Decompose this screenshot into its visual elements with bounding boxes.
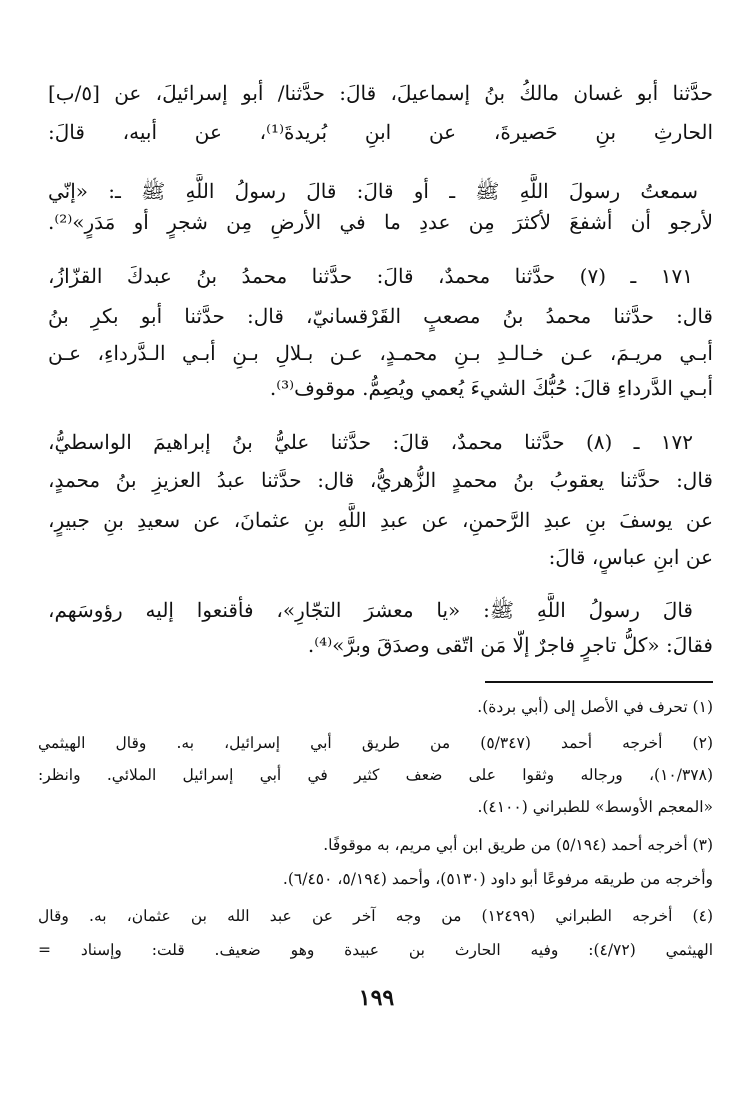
body-line: فقالَ: «كلُّ تاجرٍ فاجرٌ إلّا مَن اتّقى وصدَقَ وبرَّ»⁽⁴⁾. [307,633,713,657]
body-line: عن ابنِ عباسٍ، قالَ: [548,545,713,569]
body-line: ١٧٢ ـ (٨) حدَّثنا محمدٌ، قالَ: حدَّثنا عليُّ بنُ إبراهيمَ الواسطيُّ، [48,430,693,454]
body-line: لأرجو أن أشفعَ لأكثرَ مِن عددِ ما في الأرضِ مِن شجرٍ أو مَدَرٍ»⁽²⁾. [48,210,713,234]
body-line: حدَّثنا أبو غسان مالكُ بنُ إسماعيلَ، قالَ: حدَّثنا/ أبو إسرائيلَ، عن [٥/ب] [48,81,713,105]
footnote-separator [485,681,713,683]
footnote-line: (٣) أخرجه أحمد (٥/١٩٤) من طريق ابن أبي مريم، به موقوفًا. [323,836,713,854]
body-line: الحارثِ بنِ حَصيرةَ، عن ابنِ بُريدةَ⁽¹⁾، عن أبيه، قالَ: [48,120,713,144]
footnote-line: (١) تحرف في الأصل إلى (أبي بردة). [477,698,713,716]
page-number: ١٩٩ [358,985,395,1011]
body-line: أبـي الدَّرداءِ قالَ: حُبُّكَ الشيءَ يُعمي ويُصِمُّ. موقوف⁽³⁾. [269,376,713,400]
body-line: ١٧١ ـ (٧) حدَّثنا محمدٌ، قالَ: حدَّثنا محمدُ بنُ عبدكَ القزّازُ، [48,264,693,288]
footnote-line: وأخرجه من طريقه مرفوعًا أبو داود (٥١٣٠)، وأحمد (٥/١٩٤، ٦/٤٥٠). [282,870,713,888]
footnote-line: (٢) أخرجه أحمد (٥/٣٤٧) من طريق أبي إسرائيل، به. وقال الهيثمي [38,734,713,752]
footnote-line: (١٠/٣٧٨)، ورجاله وثقوا على ضعف كثير في أبي إسرائيل الملائي. وانظر: [38,766,713,784]
footnote-line: (٤) أخرجه الطبراني (١٢٤٩٩) من وجه آخر عن عبد الله بن عثمان، به. وقال [38,907,713,925]
footnote-line: «المعجم الأوسط» للطبراني (٤١٠٠). [477,798,713,816]
body-line: قالَ رسولُ اللَّهِ ﷺ: «يا معشرَ التجّارِ»، فأقنعوا إليه رؤوسَهم، [48,598,693,622]
body-line: عن يوسفَ بنِ عبدِ الرَّحمنِ، عن عبدِ اللَّهِ بنِ عثمانَ، عن سعيدِ بنِ جبيرٍ، [48,508,713,532]
footnote-line: الهيثمي (٤/٧٢): وفيه الحارث بن عبيدة وهو ضعيف. قلت: وإسناد = [38,941,713,959]
body-line: قال: حدَّثنا يعقوبُ بنُ محمدٍ الزُّهريُّ، قال: حدَّثنا عبدُ العزيزِ بنُ محمدٍ، [48,468,713,492]
body-line: أبـي مريـمَ، عـن خـالـدِ بـنِ محمـدٍ، عـن بـلالِ بـنِ أبـي الـدَّرداءِ، عـن [48,341,713,365]
body-line: سمعتُ رسولَ اللَّهِ ﷺ ـ أو قالَ: قالَ رسولُ اللَّهِ ﷺ ـ: «إنّي [48,179,698,203]
body-line: قال: حدَّثنا محمدُ بنُ مصعبٍ القَرْقسانيّ، قال: حدَّثنا أبو بكرِ بنُ [48,304,713,328]
